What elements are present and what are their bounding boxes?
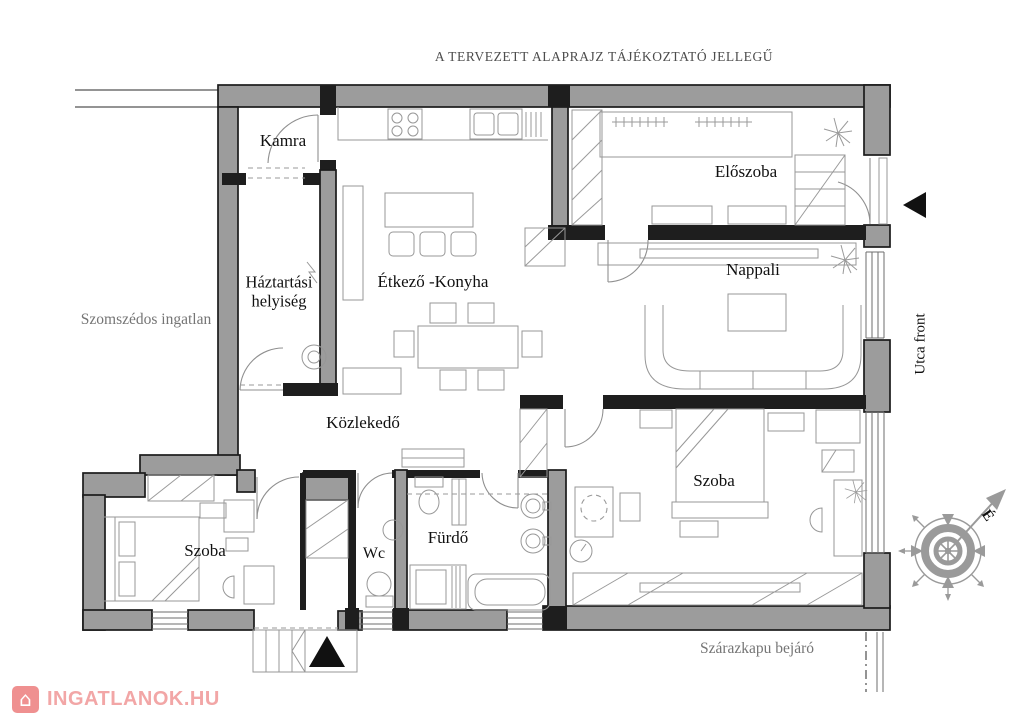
room-label-furdo: Fürdő bbox=[427, 528, 469, 547]
annotation-street-front: Utca front bbox=[912, 313, 929, 375]
bedroom-right-wardrobe bbox=[573, 573, 862, 605]
bedroom-right-furniture bbox=[570, 409, 862, 605]
wc-closet-hatch bbox=[306, 500, 348, 558]
annotation-neighbor-property: Szomszédos ingatlan bbox=[80, 311, 212, 328]
stairs-entrance-arrow-icon bbox=[309, 636, 345, 667]
room-label-eloszoba: Előszoba bbox=[714, 162, 778, 181]
entry-stairs bbox=[795, 155, 845, 225]
hallway-furniture bbox=[302, 262, 547, 558]
street-entrance-arrow-icon bbox=[903, 192, 926, 218]
room-label-szoba-left: Szoba bbox=[184, 541, 226, 560]
plan-disclaimer-title: A TERVEZETT ALAPRAJZ TÁJÉKOZTATÓ JELLEGŰ bbox=[434, 49, 774, 64]
hall-closet-hatch bbox=[520, 409, 547, 477]
room-label-wc: Wc bbox=[362, 545, 386, 562]
compass-icon bbox=[898, 489, 1006, 601]
room-label-haztartasi: Háztartási helyiség bbox=[245, 272, 313, 311]
north-label: É bbox=[977, 507, 997, 525]
room-label-szoba-right: Szoba bbox=[693, 471, 735, 490]
entryhall-furniture bbox=[572, 110, 845, 225]
watermark-logo bbox=[8, 682, 232, 716]
watermark-text: INGATLANOK.HU bbox=[47, 687, 220, 710]
kitchen-cabinet-hatch bbox=[525, 228, 565, 266]
room-label-kamra: Kamra bbox=[259, 131, 307, 150]
entry-wardrobe-hatch bbox=[572, 110, 602, 225]
annotation-gate-entrance: Szárazkapu bejáró bbox=[699, 640, 815, 657]
room-label-kozlekedo: Közlekedő bbox=[326, 413, 400, 432]
room-label-etkezo-konyha: Étkező -Konyha bbox=[377, 272, 489, 291]
house-icon: ⌂ bbox=[12, 686, 39, 713]
kitchen-furniture bbox=[338, 107, 565, 394]
bedroom-left-wardrobe bbox=[148, 475, 214, 501]
room-label-nappali: Nappali bbox=[726, 260, 780, 279]
